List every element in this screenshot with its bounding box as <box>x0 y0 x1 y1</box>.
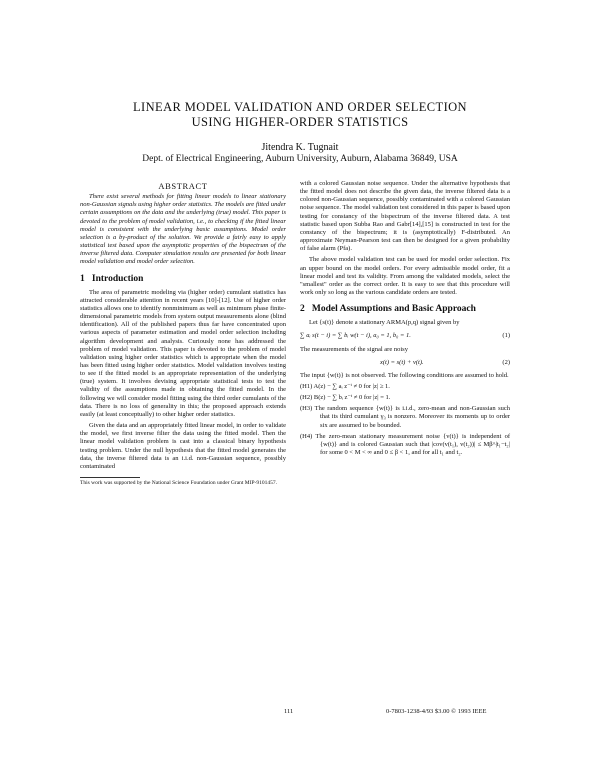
equation-1-body: ∑ aᵢ s(t − i) = ∑ bᵢ w(t − i), a₀ = 1, b₀ = 1. <box>300 332 411 340</box>
abstract-heading: ABSTRACT <box>158 181 208 191</box>
right-column <box>300 180 510 460</box>
page-number: 111 <box>284 708 294 715</box>
paper-title <box>0 100 600 130</box>
intro-paragraph-1: The area of parametric modeling via (higher order) cumulant statistics has attracted considerable attention in recent years [10]-[12]. Use of higher order statistics allows one to identify nonminimum as well as minimum phase finite-dimensional parametric models from system output measurements alone (blind identification). All of the published papers thus far have concentrated upon various aspects of parameter estimation and model order selection including algorithm development and analysis. Curiously none has addressed the problem of model validation. This paper is devoted to the problem of model validation using higher order statistics which is appropriate when the model has been fitted using higher order statistics. Model validation involves testing to see if the fitted model is an appropriate representation of the underlying (true) system. It involves devising appropriate statistical tests to test the validity of the assumptions made in obtaining the fitted model. In the following we will consider model fitting using the third order cumulants of the data. There is no loss of generality in this; the proposed approach extends easily (at least conceptually) to other higher order statistics. <box>80 288 286 418</box>
equation-2-body: x(t) = s(t) + v(t). <box>380 358 424 366</box>
section-2-paragraph-2: The measurements of the signal are noisy <box>300 345 408 353</box>
section-2-heading <box>300 304 510 315</box>
author-name: Jitendra K. Tugnait <box>261 142 339 153</box>
footnote: This work was supported by the National Science Foundation under Grant MIP-9101457. <box>80 480 278 486</box>
title-line-1: LINEAR MODEL VALIDATION AND ORDER SELECTION <box>133 100 467 114</box>
equation-2-number: (2) <box>502 358 510 366</box>
abstract-text: There exist several methods for fitting linear models to linear stationary non-Gaussian signals using higher order statistics. The models are fitted under certain assumptions on the data and the underlying (true) model. This paper is devoted to the problem of model validation, i.e., to checking if the fitted linear model is consistent with the underlying basic assumptions. Model order selection is a by-product of the solution. We provide a fairly easy to apply statistical test based upon the asymptotic properties of the bispectrum of the inverse filtered data. Computer simulation results are presented for both linear model validation and model order selection. <box>80 193 286 266</box>
equation-1-number: (1) <box>502 332 510 340</box>
condition-h3: (H3) The random sequence {w(t)} is i.i.d., zero-mean and non-Gaussian such that its third cumulant γ₃ is nonzero. Moreover its moments up to order six are assumed to be bounded. <box>300 405 510 429</box>
condition-h2: (H2) B(z) − ∑ bᵢ z⁻ⁱ ≠ 0 for |z| = 1. <box>300 394 391 402</box>
equation-2 <box>300 359 510 367</box>
right-paragraph-2: The above model validation test can be used for model order selection. Fix an upper bound on the model orders. For every admissible model order, fit a linear model and test its validity. From among the validated models, select the "smallest" order as the correct order. It is easy to see that this procedure will work only so long as the various candidate orders are tested. <box>300 256 510 297</box>
section-2-paragraph-1: Let {s(t)} denote a stationary ARMA(p,q) signal given by <box>309 319 460 327</box>
section-1-heading <box>80 274 286 285</box>
title-line-2: USING HIGHER-ORDER STATISTICS <box>191 115 409 129</box>
section-2-paragraph-3: The input {w(t)} is not observed. The following conditions are assumed to hold. <box>300 371 509 379</box>
section-1-number: 1 <box>80 273 85 284</box>
section-2-number: 2 <box>300 304 305 315</box>
condition-h1: (H1) A(z) − ∑ aᵢ z⁻ⁱ ≠ 0 for |z| ≥ 1. <box>300 382 390 390</box>
condition-h4: (H4) The zero-mean stationary measurement noise {v(t)} is independent of {w(t)} and is colored Gaussian such that |cov(v(t₁), v(t₂))| ≤ Mβ^|t₁−t₂| for some 0 < M < ∞ and 0 ≤ β < 1, and for all t₁ and t₂. <box>300 432 510 457</box>
author-affiliation: Dept. of Electrical Engineering, Auburn University, Auburn, Alabama 36849, USA <box>142 154 458 164</box>
copyright-line: 0-7803-1238-4/93 $3.00 © 1993 IEEE <box>386 708 487 715</box>
footnote-rule <box>80 477 140 478</box>
right-paragraph-1: with a colored Gaussian noise sequence. Under the alternative hypothesis that the fitted model does not describe the given data, the inverse filtered data is a colored non-Gaussian sequence, possibly contaminated with a colored Gaussian noise sequence. The model validation test considered in this paper is based upon testing for constancy of the bispectrum of the inverse filtered data. A test statistic based upon Subba Rao and Gabr[14],[15] is constructed in test for the constancy of the bispectrum; it is (asymptotically) F-distributed. An approximate Neyman-Pearson test can then be designed for a given probability of false alarm (Pfa). <box>300 180 510 253</box>
equation-1 <box>300 332 510 340</box>
left-column <box>80 180 286 487</box>
section-2-title: Model Assumptions and Basic Approach <box>311 304 476 315</box>
intro-paragraph-2: Given the data and an appropriately fitted linear model, in order to validate the model, we first inverse filter the data using the fitted model. Then the linear model validation problem is cast into a classical binary hypothesis testing problem. Under the null hypothesis that the fitted model generates the data, the inverse filtered data is an i.i.d. non-Gaussian sequence, possibly contaminated <box>80 422 286 470</box>
section-1-title: Introduction <box>91 273 144 284</box>
